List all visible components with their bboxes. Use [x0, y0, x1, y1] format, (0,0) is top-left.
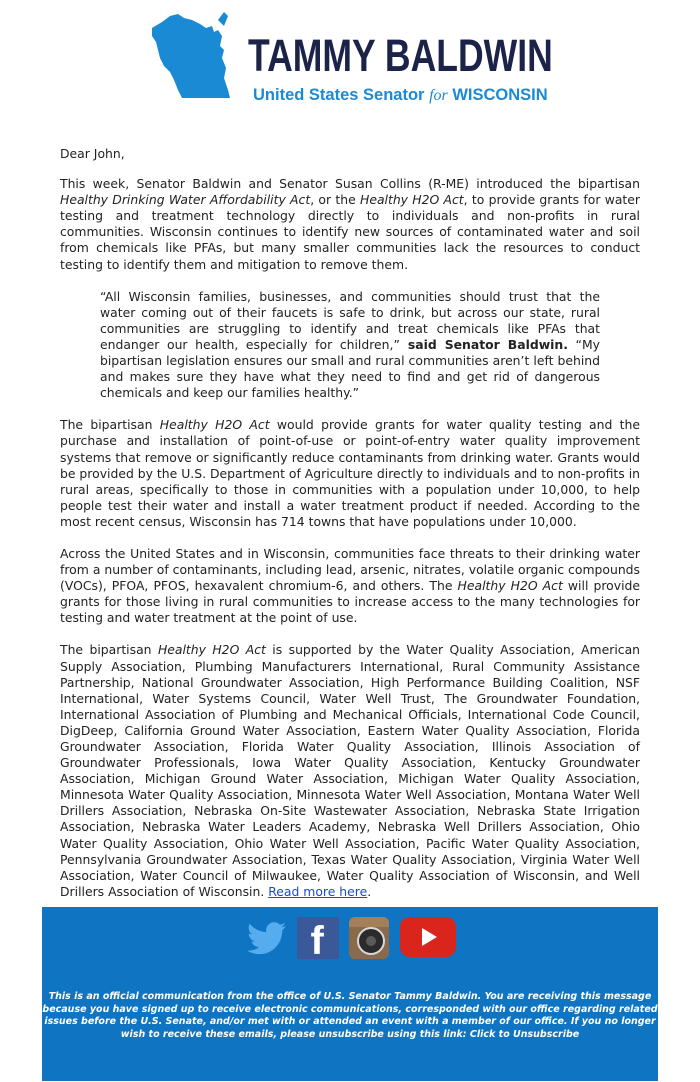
subtitle-for: for — [429, 87, 448, 104]
quote-text-a: “All Wisconsin families, businesses, and communities should trust that the water coming out of their faucets is safe to drink, but across our state, rural communities are struggling to identify and treat chemicals like PFAs that endanger our health, especially for children,” — [100, 288, 600, 352]
grants-text-a: The bipartisan — [60, 417, 160, 433]
intro-act-short: Healthy H2O Act — [360, 192, 464, 208]
grants-act: Healthy H2O Act — [159, 417, 270, 433]
intro-text-a: This week, Senator Baldwin and Senator Susan Collins (R-ME) introduced the bipartisan — [60, 176, 640, 192]
paragraph-supporters — [60, 642, 640, 900]
paragraph-grants — [60, 417, 640, 530]
grants-text-c: would provide grants for water quality testing and the purchase and installation of point-of-use or point-of-entry water quality improvement systems that remove or significantly reduce contaminants from drinking water. Grants would be provided by the U.S. Department of Agriculture directly to individuals and to non-profits in rural areas, specifically to those in communities with a population under 10,000, to help people test their water and install a water treatment product if needed. According to the most recent census, Wisconsin has 714 towns that have populations under 10,000. — [60, 417, 641, 529]
intro-act-title: Healthy Drinking Water Affordability Act — [60, 192, 311, 208]
subtitle-prefix: United States Senator — [253, 86, 425, 104]
instagram-lens — [357, 927, 385, 955]
supporters-period: . — [367, 883, 372, 899]
contaminants-act: Healthy H2O Act — [457, 578, 563, 594]
supporters-text-c: is supported by the Water Quality Association, American Supply Association, Plumbing Manufacturers International, Rural Community Assistance Partnership, National Groundwater Association, High Performance Building Coalition, NSF International, Water Systems Council, Water Well Trust, The Groundwater Foundation, International Association of Plumbing and Mechanical Officials, International Code Council, DigDeep, California Ground Water Association, Eastern Water Quality Association, Florida Groundwater Association, Florida Water Quality Association, Illinois Association of Groundwater Professionals, Iowa Water Quality Association, Kentucky Groundwater Association, Michigan Ground Water Association, Michigan Water Quality Association, Minnesota Water Quality Association, Minnesota Water Well Association, Montana Water Well Drillers Association, Nebraska On-Site Wastewater Association, Nebraska State Irrigation Association, Nebraska Water Leaders Academy, Nebraska Well Drillers Association, Ohio Water Quality Association, Ohio Water Well Association, Pacific Water Quality Association, Pennsylvania Groundwater Association, Texas Water Quality Association, Virginia Water Well Association, Water Council of Milwaukee, Water Quality Association of Wisconsin, and Well Drillers Association of Wisconsin. — [60, 642, 641, 899]
paragraph-intro — [60, 176, 640, 273]
intro-text-e: , to provide grants for water testing and treatment technology directly to individuals and non-profits in rural communities. Wisconsin continues to identify new sources of contaminated water and soil from chemicals like PFAs, but many smaller communities lack the resources to conduct testing to identify them and mitigation to remove them. — [60, 192, 641, 272]
email-footer — [42, 907, 658, 1081]
facebook-icon[interactable] — [297, 917, 339, 963]
contaminants-text-c: will provide grants for those living in rural communities to increase access to the many technologies for testing and water treatment at the point of use. — [60, 578, 641, 626]
facebook-glyph: f — [310, 919, 324, 963]
instagram-icon[interactable] — [349, 917, 389, 959]
senator-subtitle — [253, 86, 548, 105]
instagram-lens-inner — [366, 936, 376, 946]
contaminants-text-a: Across the United States and in Wisconsin, communities face threats to their drinking water from a number of contaminants, including lead, arsenic, nitrates, volatile organic compounds (VOCs), PFOA, PFOS, hexavalent chromium-6, and others. The — [60, 545, 640, 594]
intro-text-c: , or the — [310, 192, 360, 208]
senator-name-wordmark: TAMMY BALDWIN — [248, 30, 553, 81]
twitter-icon[interactable] — [244, 917, 288, 959]
senator-quote — [100, 289, 600, 402]
youtube-icon[interactable] — [400, 917, 456, 957]
quote-text-c: “My bipartisan legislation ensures our small and rural communities aren’t left behind and makes sure they have what they need to find and get rid of dangerous chemicals and keep our families healthy.” — [100, 336, 600, 401]
subtitle-state: WISCONSIN — [452, 86, 548, 104]
social-links — [42, 917, 658, 965]
footer-disclaimer: This is an official communication from the office of U.S. Senator Tammy Baldwin. You are receiving this message because you have signed up to receive electronic communications, corresponded with our office regarding related issues before the U.S. Senate, and/or met with or attended an event with a member of our office. If you no longer wish to receive these emails, please unsubscribe using this link: Click to Unsubscribe — [42, 991, 658, 1040]
read-more-link[interactable]: Read more here — [268, 883, 368, 899]
letter-body — [60, 146, 640, 916]
instagram-icon-top — [349, 917, 389, 927]
wisconsin-state-logo — [148, 6, 244, 102]
supporters-act: Healthy H2O Act — [157, 642, 266, 658]
greeting: Dear John, — [60, 146, 125, 161]
youtube-play-icon — [422, 928, 437, 946]
quote-attribution: said Senator Baldwin. — [399, 336, 568, 352]
email-header — [0, 0, 700, 120]
paragraph-contaminants — [60, 546, 640, 626]
supporters-text-a: The bipartisan — [60, 642, 158, 658]
